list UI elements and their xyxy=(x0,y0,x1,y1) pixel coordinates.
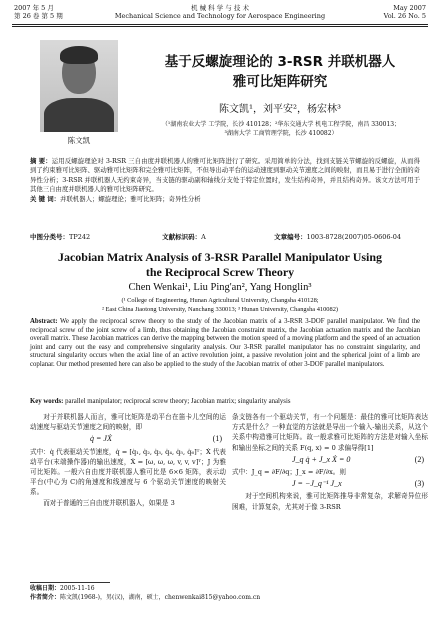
body-paragraph: 式中：q̇ 代表驱动关节速度，q̇ = [q̇₁, q̇₂, q̇₃, q̇₄, q̇₅, q̇₆]ᵀ；Ẋ 代表动平台(末端操作器)的输出速度，Ẋ = [ω, ω, ω, v, v, v]ᵀ；J 为雅可比矩阵。一般六自由度并联机器人雅可比是 6×6 矩阵，表示动平台(中心为 C)的角速度和线速度与 6 个驱动关节速度的映射关系。 xyxy=(30,447,227,497)
journal-title-en: Mechanical Science and Technology for Aerospace Engineering xyxy=(114,12,326,20)
equation-3-expr: J = −J_q⁻¹ J_x xyxy=(292,479,342,489)
body-paragraph: 式中：J_q = ∂F/∂q；J_x = ∂F/∂x。则 xyxy=(232,468,346,477)
equation-2 xyxy=(232,453,428,467)
doc-code-value: A xyxy=(201,233,206,241)
article-number-label: 文章编号： xyxy=(274,233,307,241)
aff-en-line1: (¹ College of Engineering, Hunan Agricultural University, Changsha 410128; xyxy=(121,297,319,304)
footnotes xyxy=(30,585,420,602)
abstract-cn-label: 摘 要： xyxy=(30,157,52,165)
aff-cn-line1: （¹湖南农业大学 工学院，长沙 410128；²华东交通大学 机电工程学院，南昌 330013； xyxy=(161,121,401,128)
header-rule-thin xyxy=(12,26,428,27)
header-right xyxy=(384,4,426,20)
abstract-en-label: Abstract: xyxy=(30,318,58,325)
header-center xyxy=(0,4,440,20)
author-photo xyxy=(40,40,118,132)
header-date: 2007 年 5 月 xyxy=(14,4,54,12)
received-label: 收稿日期： xyxy=(30,585,61,592)
equation-3-number: (3) xyxy=(414,479,424,489)
body-paragraph: 条支链各有一个驱动关节，有一个问题是：最佳的雅可比矩阵表达方式是什么？一种直觉的方法就是导出一个输入-输出关系，从这个关系中构造雅可比矩阵。故一般求雅可比矩阵的方法是对输入坐标和输出坐标之间的关系 F(q, x) = 0 求偏导得[1] xyxy=(232,413,428,452)
header-rule xyxy=(12,24,428,25)
body-column-left xyxy=(30,412,226,508)
title-en-line1: Jacobian Matrix Analysis of 3-RSR Parallel Manipulator Using xyxy=(57,250,383,264)
clc-number xyxy=(30,232,160,241)
keywords-en-text: parallel manipulator; reciprocal screw theory; Jacobian matrix; singularity analysis xyxy=(65,398,291,405)
body-paragraph: 而对于普通的三自由度并联机器人，如果是 3 xyxy=(43,498,175,507)
keywords-cn xyxy=(30,195,420,204)
photo-caption: 陈文凯 xyxy=(67,136,91,145)
abstract-en xyxy=(30,318,420,370)
footnote-rule xyxy=(30,582,110,583)
abstract-cn-text: 运用反螺旋理论对 3-RSR 三自由度并联机器人的雅可比矩阵进行了研究。采用简单的分法，找到支链关节螺旋的反螺旋，从而得到了约束雅可比矩阵、驱动雅可比矩阵和完全雅可比矩阵，不但导出动平台的运动速度到驱动关节速度之间的映射，而且易于进行全面的奇异性分析；3-RSR 并联机器人无约束奇异，当支链的驱动副和轴线分支处于特定位置时，发生结构奇异，并且结构奇异。该文方法可用于其他三自由度并联机器人的雅可比矩阵研究。 xyxy=(30,157,420,194)
equation-2-expr: J_q q̇ + J_x Ẋ = 0 xyxy=(292,454,351,464)
body-paragraph: 对于空间机构来说，雅可比矩阵推导非常复杂，求解奇异位形困难，计算复杂，尤其对于像 3-RSR xyxy=(232,492,428,511)
authors-cn: 陈文凯¹，刘平安²，杨宏林³ xyxy=(218,104,342,115)
footnote-author xyxy=(30,594,420,603)
equation-2-number: (2) xyxy=(414,454,424,464)
keywords-en xyxy=(30,398,420,405)
body-column-right xyxy=(232,412,428,512)
article-number xyxy=(274,232,401,241)
keywords-cn-text: 并联机器人；螺旋理论；雅可比矩阵；奇异性分析 xyxy=(60,194,201,203)
abstract-en-text: We apply the reciprocal screw theory to the study of the Jacobian matrix of a 3-RSR 3-DOF parallel manipulator. We find the reciprocal screw of the joint screw of a limb, thus obtaining the Jacobian constraint matrix, the Jacobian actuation matrix and the Jacobian overall matrix. These Jacobian matrices can derive the mapping between the motion speed of a moving platform and the speed of an actuation joint and carry out the easy and comprehensive singularity analysis. Our 3-RSR parallel manipulator has no constraint singularity, and structural singularity occurs when the axial line of an active revolution joint, a passive revolution joint and the spherical joint of a limb are coplanar. Our method presented here can also be applied to the study of the Jacobian matrix of other 3-DOF parallel manipulators. xyxy=(30,318,421,368)
paper-title-en xyxy=(20,250,420,280)
body-paragraph: 对于并联机器人而言，雅可比矩阵是动平台在笛卡儿空间的运动速度与驱动关节速度之间的映射，即 xyxy=(30,413,226,432)
header-date-en: May 2007 xyxy=(393,4,426,12)
keywords-en-label: Key words: xyxy=(30,398,64,405)
article-number-value: 1003-8728(2007)05-0606-04 xyxy=(306,233,402,241)
classification-line xyxy=(30,232,420,241)
author-bio: 陈文凯(1968-)，男(汉)，湖南，硕士，chenwenkai815@yahoo.com.cn xyxy=(60,593,261,601)
title-cn-line2: 雅可比矩阵研究 xyxy=(232,74,328,90)
paper-title-cn xyxy=(130,52,430,92)
equation-1-number: (1) xyxy=(212,434,222,444)
abstract-cn xyxy=(30,157,420,204)
author-bio-label: 作者简介： xyxy=(30,593,61,601)
aff-en-line2: ² East China Jiaotong University, Nanchang 330013; ³ Hunan University, Changsha 410082) xyxy=(101,305,339,313)
clc-label: 中图分类号： xyxy=(30,233,69,241)
affiliations-en xyxy=(20,297,420,314)
doc-code xyxy=(162,232,272,241)
title-en-line2: the Reciprocal Screw Theory xyxy=(145,265,295,279)
header-volume: 第 26 卷 第 5 期 xyxy=(14,12,63,20)
affiliations-cn xyxy=(126,120,436,138)
footnote-received xyxy=(30,585,420,594)
keywords-cn-label: 关 键 词： xyxy=(30,194,61,203)
header-volume-en: Vol. 26 No. 5 xyxy=(383,12,426,20)
received-date: 2005-11-16 xyxy=(60,585,95,592)
equation-3 xyxy=(232,477,428,491)
equation-1 xyxy=(30,432,226,446)
clc-value: TP242 xyxy=(69,233,91,241)
title-cn-line1: 基于反螺旋理论的 3-RSR 并联机器人 xyxy=(164,54,396,70)
journal-header xyxy=(0,0,440,26)
authors-en: Chen Wenkai¹, Liu Ping'an², Yang Honglin³ xyxy=(128,282,312,293)
equation-1-expr: q̇ = JẊ xyxy=(90,434,112,444)
journal-title-cn: 机 械 科 学 与 技 术 xyxy=(191,4,249,12)
aff-cn-line2: ³湖南大学 工商管理学院，长沙 410082） xyxy=(224,130,338,137)
doc-code-label: 文献标识码： xyxy=(162,233,202,241)
